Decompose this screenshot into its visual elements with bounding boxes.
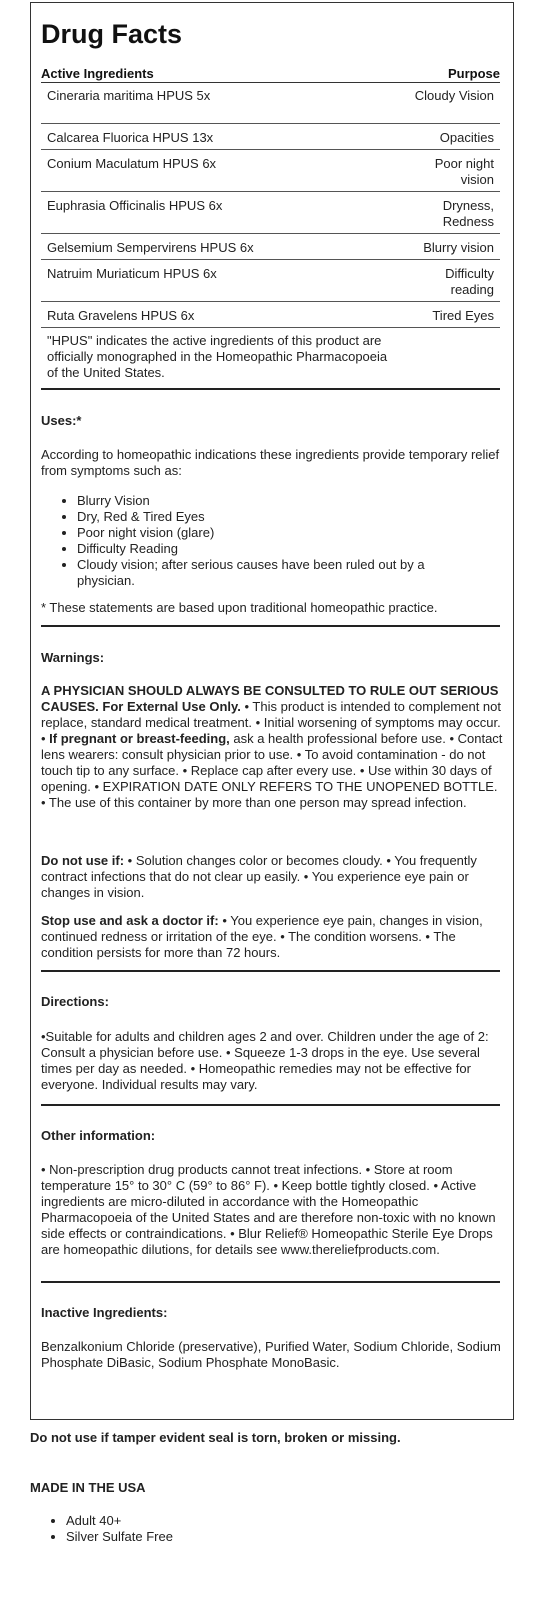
ingredient-name: Calcarea Fluorica HPUS 13x [47, 130, 214, 145]
section-divider [41, 970, 500, 972]
hpus-note: "HPUS" indicates the active ingredients of this product are officially monographed in the Homeopathic Pharmacopoeia of the United States. [47, 333, 388, 380]
ingredient-name: Natruim Muriaticum HPUS 6x [47, 266, 217, 281]
do-not-use-paragraph [41, 853, 503, 901]
do-not-use-text: • Solution changes color or becomes cloudy. • You frequently contract infections that do not clear up easily. • You experience eye pain or changes in vision. [41, 853, 477, 900]
ingredient-name: Cineraria maritima HPUS 5x [47, 88, 211, 103]
ingredient-purpose: Blurry vision [423, 240, 494, 255]
ingredient-purpose: Difficulty reading [445, 266, 494, 297]
ingredient-purpose: Dryness, Redness [442, 198, 494, 229]
stop-use-paragraph [41, 913, 503, 961]
list-item: • Poor night vision (glare) [77, 525, 477, 541]
ingredient-purpose: Opacities [439, 130, 494, 145]
tamper-notice: Do not use if tamper evident seal is torn, broken or missing. [30, 1430, 401, 1445]
warnings-paragraph [41, 683, 503, 811]
uses-intro: According to homeopathic indications these ingredients provide temporary relief from symptoms such as: [41, 447, 500, 478]
section-divider [41, 625, 500, 627]
features-list [30, 1513, 173, 1545]
drug-facts-panel [30, 2, 514, 1420]
section-divider [41, 1281, 500, 1283]
inactive-ingredients-header: Inactive Ingredients: [41, 1305, 168, 1320]
warnings-text-2: ask a health professional before use. • Contact lens wearers: consult physician prior to use. • To avoid contamination - do not touch tip to any surface. • Replace cap after every use. • Use within 30 days of opening. • EXPIRATION DATE ONLY REFERS TO THE UNOPENED BOTTLE. • The use of this container by more than one person may spread infection. [41, 731, 503, 810]
ingredient-row [41, 82, 500, 124]
ingredient-name: Euphrasia Officinalis HPUS 6x [47, 198, 223, 213]
list-item: • Adult 40+ [66, 1513, 173, 1529]
list-item: • Blurry Vision [77, 493, 477, 509]
warnings-header: Warnings: [41, 650, 105, 665]
other-information-header: Other information: [41, 1128, 156, 1143]
active-ingredients-header [41, 64, 500, 83]
uses-list [41, 493, 477, 589]
uses-footnote: * These statements are based upon traditional homeopathic practice. [41, 600, 438, 615]
list-item: • Silver Sulfate Free [66, 1529, 173, 1545]
section-divider [41, 388, 500, 390]
active-ingredients-label: Active Ingredients [41, 66, 154, 81]
section-divider [41, 1104, 500, 1106]
ingredient-purpose: Tired Eyes [432, 308, 494, 323]
ingredient-name: Ruta Gravelens HPUS 6x [47, 308, 195, 323]
stop-use-bold: Stop use and ask a doctor if: [41, 913, 219, 928]
directions-text: •Suitable for adults and children ages 2 and over. Children under the age of 2: Consult a physician before use. • Squeeze 1-3 drops in the eye. Use several times per day as needed. • Homeopathic remedies may not be effective for everyone. Individual results may vary. [41, 1029, 489, 1092]
ingredient-name: Gelsemium Sempervirens HPUS 6x [47, 240, 254, 255]
inactive-ingredients-text: Benzalkonium Chloride (preservative), Purified Water, Sodium Chloride, Sodium Phosphate DiBasic, Sodium Phosphate MonoBasic. [41, 1339, 501, 1370]
other-information-text: • Non-prescription drug products cannot treat infections. • Store at room temperature 15° to 30° C (59° to 86° F). • Keep bottle tightly closed. • Active ingredients are micro-diluted in accordance with the Homeopathic Pharmacopoeia of the United States and are therefore non-toxic with no known side effects or contraindications. • Blur Relief® Homeopathic Sterile Eye Drops are homeopathic dilutions, for details see www.thereliefproducts.com. [41, 1162, 496, 1257]
ingredient-row [41, 150, 500, 192]
page-title: Drug Facts [41, 19, 183, 49]
ingredient-purpose: Cloudy Vision [414, 88, 494, 103]
ingredient-row [41, 192, 500, 234]
do-not-use-bold: Do not use if: [41, 853, 125, 868]
ingredient-row [41, 302, 500, 328]
pregnancy-bold: If pregnant or breast-feeding, [49, 731, 230, 746]
ingredient-row [41, 234, 500, 260]
uses-header: Uses:* [41, 413, 82, 428]
warnings-bold: A PHYSICIAN SHOULD ALWAYS BE CONSULTED TO RULE OUT SERIOUS CAUSES. For External Use Only. [41, 683, 499, 714]
ingredient-name: Conium Maculatum HPUS 6x [47, 156, 217, 171]
made-in-label: MADE IN THE USA [30, 1480, 146, 1495]
purpose-label: Purpose [447, 66, 500, 81]
list-item: • Difficulty Reading [77, 541, 477, 557]
stop-use-text: • You experience eye pain, changes in vision, continued redness or irritation of the eye. • The condition worsens. • The condition persists for more than 72 hours. [41, 913, 483, 960]
ingredient-purpose: Poor night vision [434, 156, 494, 187]
warnings-text: • This product is intended to complement not replace, standard medical treatment. • Initial worsening of symptoms may occur. • [41, 699, 501, 746]
ingredient-row [41, 260, 500, 302]
directions-header: Directions: [41, 994, 109, 1009]
ingredient-row [41, 124, 500, 150]
list-item: • Cloudy vision; after serious causes have been ruled out by a physician. [77, 557, 477, 589]
list-item: • Dry, Red & Tired Eyes [77, 509, 477, 525]
